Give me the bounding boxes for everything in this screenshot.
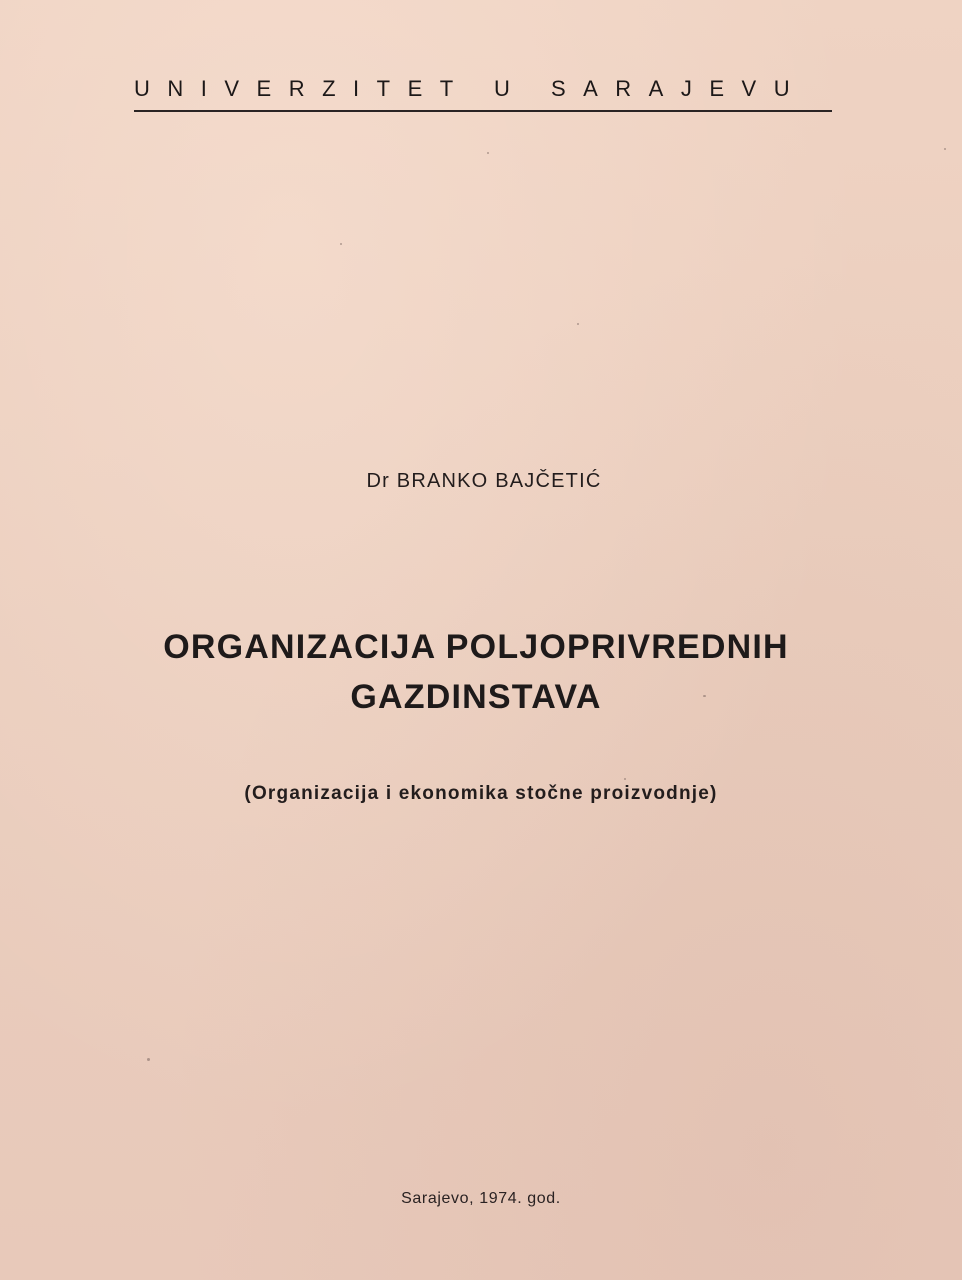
paper-speck — [703, 695, 706, 697]
title-line-1: ORGANIZACIJA POLJOPRIVREDNIH — [163, 628, 789, 666]
book-subtitle: (Organizacija i ekonomika stočne proizvodnje) — [244, 783, 718, 804]
paper-speck — [487, 152, 489, 154]
title-line-2: GAZDINSTAVA — [350, 678, 602, 716]
paper-speck — [944, 148, 946, 150]
paper-speck — [340, 243, 342, 245]
paper-speck — [624, 778, 626, 780]
paper-speck — [577, 323, 579, 325]
publication-imprint: Sarajevo, 1974. god. — [401, 1190, 561, 1207]
author-name: Dr BRANKO BAJČETIĆ — [366, 470, 602, 492]
institution-header: UNIVERZITET U SARAJEVU — [134, 76, 808, 101]
header-rule — [134, 110, 832, 112]
book-title — [0, 622, 962, 722]
paper-speck — [147, 1058, 150, 1061]
